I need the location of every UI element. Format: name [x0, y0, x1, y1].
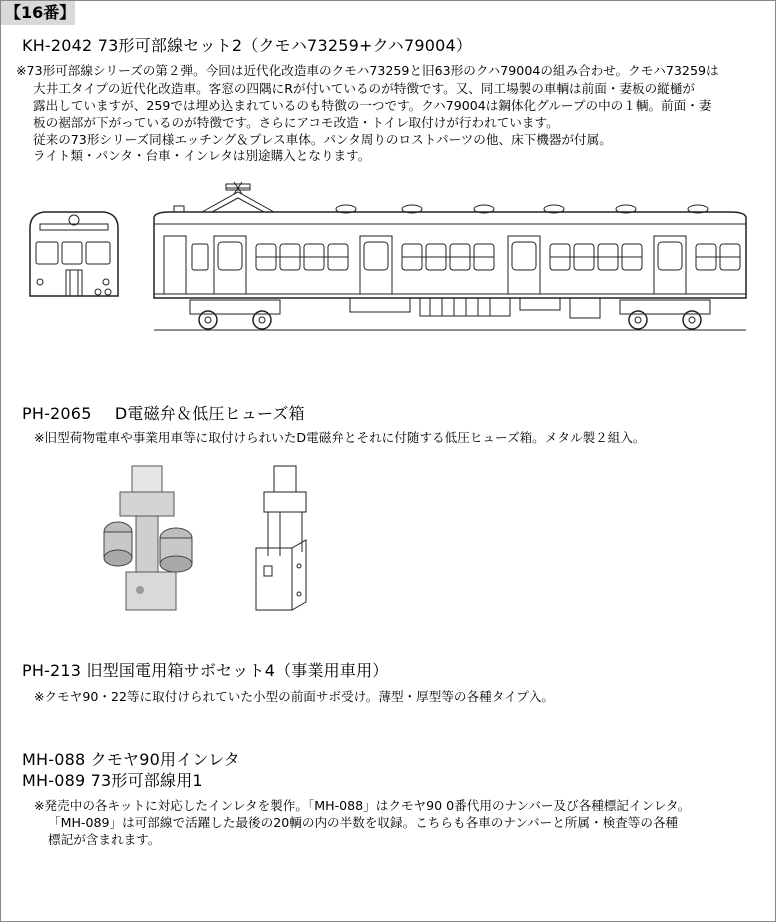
description-line: ライト類・パンタ・台車・インレタは別途購入となります。	[33, 148, 371, 163]
description-line: 従来の73形シリーズ同様エッチング＆プレス車体。パンタ周りのロストパーツの他、床下機器が付属。	[33, 132, 612, 147]
product-code: PH-213	[22, 661, 82, 680]
product-heading-ph-2065	[22, 404, 305, 424]
product-heading-mh-089	[22, 771, 203, 791]
description-line: 「MH-089」は可部線で活躍した最後の20輌の内の半数を収録。こちらも各車のナンバーと所属・検査等の各種	[48, 815, 679, 830]
product-heading-ph-213	[22, 661, 388, 681]
description-line: 標記が含まれます。	[48, 832, 161, 847]
description-line: 大井工タイプの近代化改造車。客窓の四隅にRが付いているのが特徴です。又、同工場製の車輌は前面・妻板の縦樋が	[33, 81, 695, 96]
product-title: 73形可部線セット2（クモハ73259+クハ79004）	[97, 36, 473, 55]
description-line: ※73形可部線シリーズの第２弾。今回は近代化改造車のクモハ73259と旧63形のクハ79004の組み合わせ。クモハ73259は	[16, 63, 719, 78]
fuse-box-line-drawing	[256, 466, 306, 610]
product-heading-mh-088	[22, 750, 240, 770]
description-line: ※旧型荷物電車や事業用車等に取付けられいたD電磁弁とそれに付随する低圧ヒューズ箱。メタル製２組入。	[34, 430, 646, 445]
product-code: MH-088	[22, 750, 86, 769]
d-valve-model-image	[104, 466, 192, 610]
product-title: D電磁弁＆低圧ヒューズ箱	[114, 404, 305, 423]
product-title: 73形可部線用1	[90, 771, 203, 790]
product-title: 旧型国電用箱サボセット4（事業用車用）	[86, 661, 389, 680]
valve-fuse-box-drawing	[96, 462, 336, 622]
train-drawing	[26, 178, 752, 338]
description-line: ※発売中の各キットに対応したインレタを製作。「MH-088」はクモヤ90 0番代用のナンバー及び各種標記インレタ。	[34, 798, 691, 813]
page-number-badge: 【16番】	[1, 1, 75, 25]
product-code: PH-2065	[22, 404, 92, 423]
train-side-view-drawing	[154, 182, 746, 330]
product-code: MH-089	[22, 771, 86, 790]
description-line: 露出していますが、259では埋め込まれているのも特徴の一つです。クハ79004は鋼体化グループの中の１輌。前面・妻	[33, 98, 712, 113]
product-code: KH-2042	[22, 36, 93, 55]
train-front-view-drawing	[30, 212, 118, 296]
product-heading-kh-2042	[22, 36, 472, 56]
description-line: 板の裾部が下がっているのが特徴です。さらにアコモ改造・トイレ取付けが行われています。	[33, 115, 559, 130]
product-title: クモヤ90用インレタ	[90, 750, 240, 769]
description-line: ※クモヤ90・22等に取付けられていた小型の前面サボ受け。薄型・厚型等の各種タイプ入。	[34, 689, 555, 704]
